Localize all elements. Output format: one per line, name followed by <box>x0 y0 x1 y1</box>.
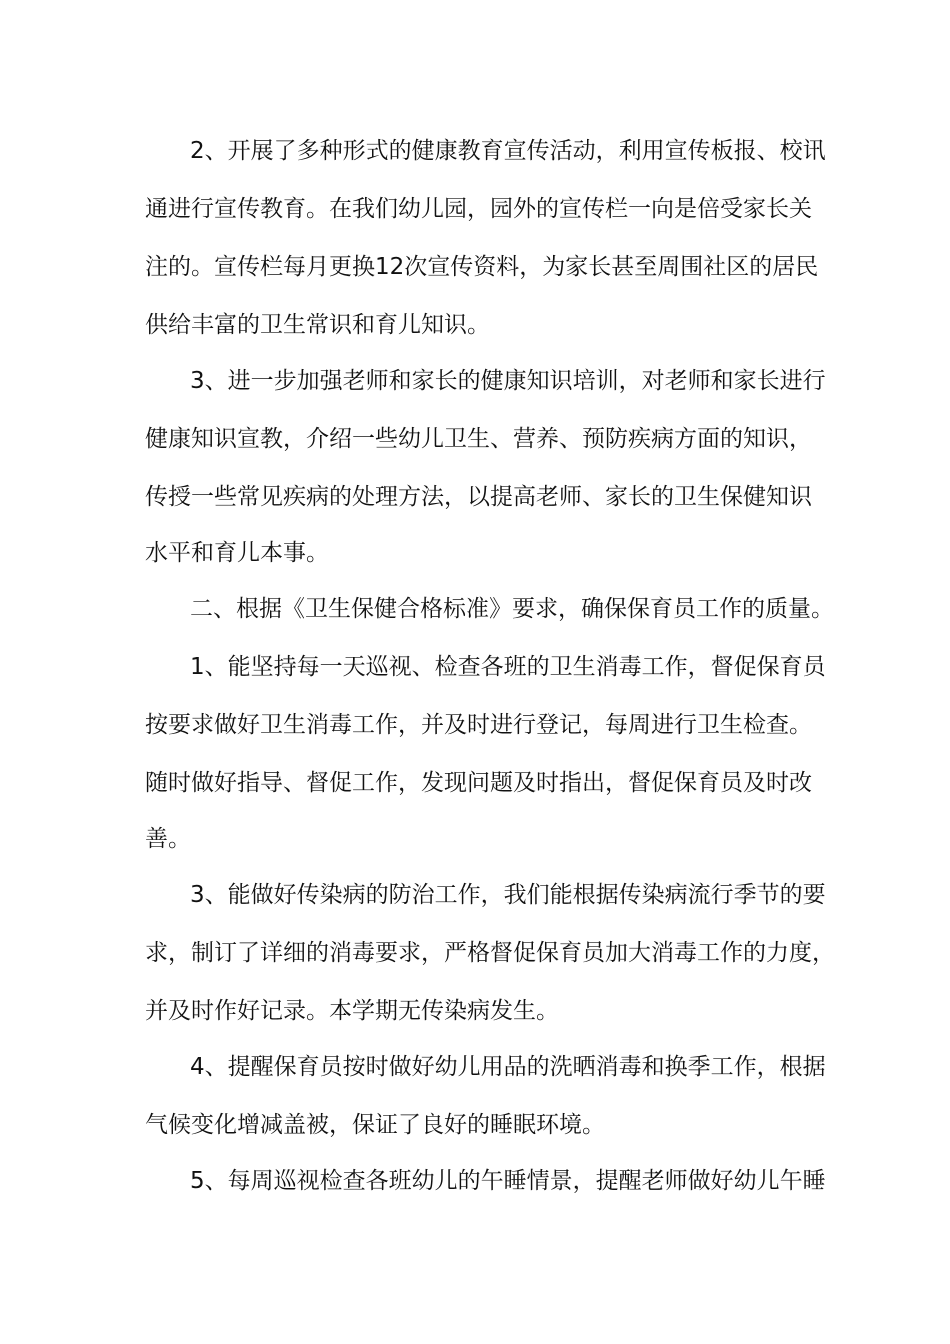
section-heading-2: 二、根据《卫生保健合格标准》要求，确保保育员工作的质量。 <box>190 596 834 622</box>
paragraph-1-line-4: 供给丰富的卫生常识和育儿知识。 <box>145 312 490 338</box>
paragraph-1-line-3: 注的。宣传栏每月更换12次宣传资料，为家长甚至周围社区的居民 <box>145 254 819 280</box>
paragraph-2-line-1: 3、进一步加强老师和家长的健康知识培训，对老师和家长进行 <box>190 368 826 394</box>
paragraph-5-line-1: 4、提醒保育员按时做好幼儿用品的洗晒消毒和换季工作，根据 <box>190 1054 826 1080</box>
paragraph-2-line-2: 健康知识宣教，介绍一些幼儿卫生、营养、预防疾病方面的知识， <box>145 426 812 452</box>
paragraph-3-line-2: 按要求做好卫生消毒工作，并及时进行登记，每周进行卫生检查。 <box>145 712 812 738</box>
paragraph-1-line-1: 2、开展了多种形式的健康教育宣传活动，利用宣传板报、校讯 <box>190 138 826 164</box>
paragraph-3-line-1: 1、能坚持每一天巡视、检查各班的卫生消毒工作，督促保育员 <box>190 654 826 680</box>
paragraph-2-line-4: 水平和育儿本事。 <box>145 540 329 566</box>
paragraph-4-line-3: 并及时作好记录。本学期无传染病发生。 <box>145 998 559 1024</box>
paragraph-6-line-1: 5、每周巡视检查各班幼儿的午睡情景，提醒老师做好幼儿午睡 <box>190 1168 826 1194</box>
paragraph-3-line-4: 善。 <box>145 826 191 852</box>
paragraph-3-line-3: 随时做好指导、督促工作，发现问题及时指出，督促保育员及时改 <box>145 770 812 796</box>
paragraph-5-line-2: 气候变化增减盖被，保证了良好的睡眠环境。 <box>145 1112 605 1138</box>
paragraph-1-line-2: 通进行宣传教育。在我们幼儿园，园外的宣传栏一向是倍受家长关 <box>145 196 812 222</box>
paragraph-4-line-2: 求，制订了详细的消毒要求，严格督促保育员加大消毒工作的力度， <box>145 940 835 966</box>
paragraph-2-line-3: 传授一些常见疾病的处理方法，以提高老师、家长的卫生保健知识 <box>145 484 812 510</box>
paragraph-4-line-1: 3、能做好传染病的防治工作，我们能根据传染病流行季节的要 <box>190 882 826 908</box>
